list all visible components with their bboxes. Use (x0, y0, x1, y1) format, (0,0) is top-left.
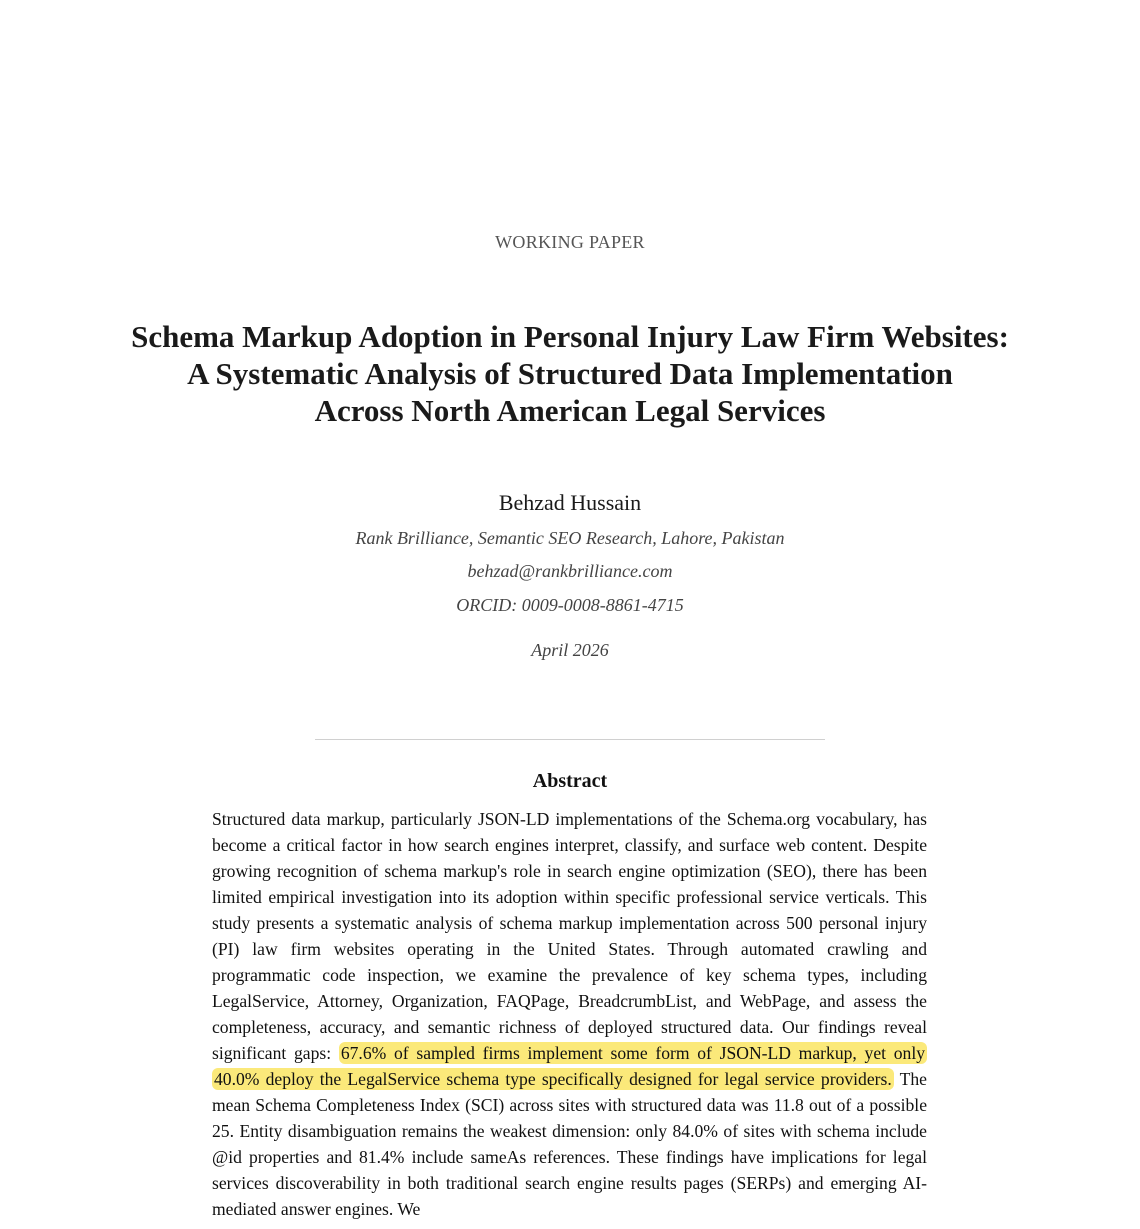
author-name: Behzad Hussain (498, 490, 642, 515)
abstract-text-after: The mean Schema Completeness Index (SCI) across sites with structured data was 11.8 out of a possible 25. Entity disambiguation remains the weakest dimension: only 84.0% of sites with schema include @id properties and 81.4% include sameAs references. These findings have implications for legal services discoverability in both traditional search engine results pages (SERPs) and emerging AI-mediated answer engines. We (212, 1069, 927, 1219)
title-line-1: Schema Markup Adoption in Personal Injury Law Firm Websites: (131, 319, 1009, 354)
title-line-3: Across North American Legal Services (314, 393, 826, 428)
section-divider (315, 739, 825, 740)
author-orcid: ORCID: 0009-0008-8861-4715 (456, 595, 684, 615)
publication-date: April 2026 (531, 640, 609, 660)
paper-title (120, 318, 1020, 429)
author-affiliation: Rank Brilliance, Semantic SEO Research, Lahore, Pakistan (355, 528, 785, 548)
working-paper-label: WORKING PAPER (495, 232, 645, 252)
abstract-text-before: Structured data markup, particularly JSON-LD implementations of the Schema.org vocabulary, has become a critical factor in how search engines interpret, classify, and surface web content. Despite growing recognition of schema markup's role in search engine optimization (SEO), there has been limited empirical investigation into its adoption within specific professional service verticals. This study presents a systematic analysis of schema markup implementation across 500 personal injury (PI) law firm websites operating in the United States. Through automated crawling and programmatic code inspection, we examine the prevalence of key schema types, including LegalService, Attorney, Organization, FAQPage, BreadcrumbList, and WebPage, and assess the completeness, accuracy, and semantic richness of deployed structured data. Our findings reveal significant gaps: (212, 809, 927, 1063)
title-line-2: A Systematic Analysis of Structured Data Implementation (187, 356, 953, 391)
abstract-body (212, 806, 927, 1222)
highlighted-finding: 67.6% of sampled firms implement some form of JSON-LD markup, yet only 40.0% deploy the LegalService schema type specifically designed for legal service providers. (214, 1043, 925, 1089)
abstract-heading: Abstract (532, 770, 608, 792)
author-email: behzad@rankbrilliance.com (467, 561, 673, 581)
